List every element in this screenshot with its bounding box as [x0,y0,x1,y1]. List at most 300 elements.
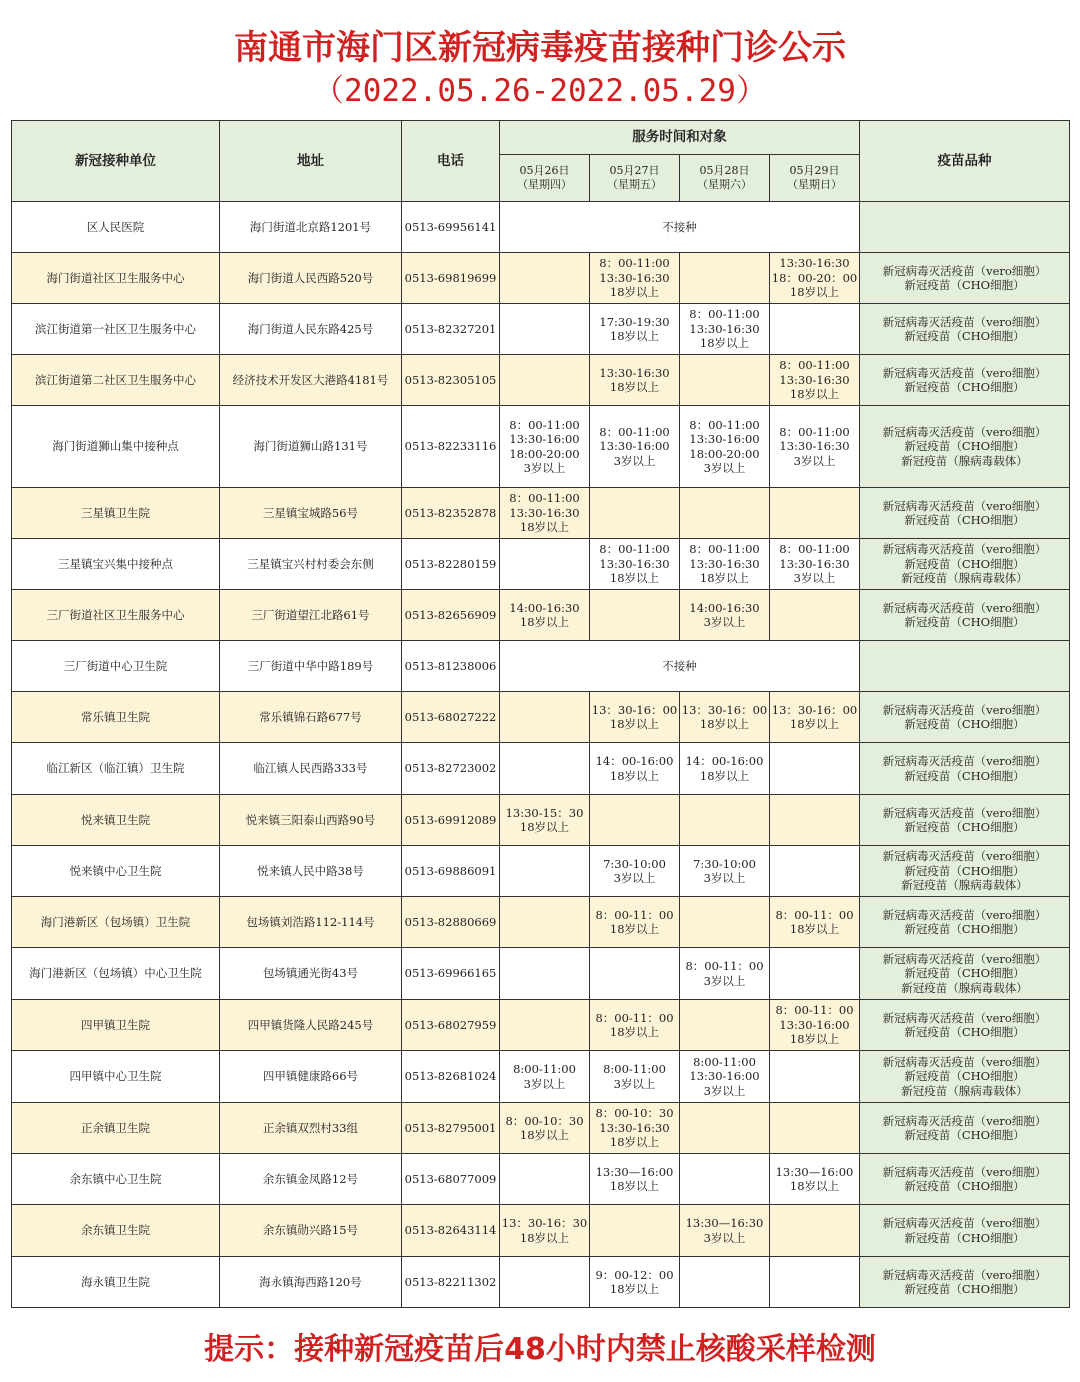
unit-cell: 临江新区（临江镇）卫生院 [12,743,220,795]
schedule-cell [770,539,860,590]
schedule-cell [500,897,590,948]
vaccine-line: 新冠病毒灭活疫苗（vero细胞） [882,702,1047,717]
vaccine-cell [860,1000,1070,1051]
schedule-line: 13:30-16:00 [599,439,670,454]
schedule-line: 3岁以上 [793,571,836,586]
schedule-line: 3岁以上 [703,1083,746,1098]
phone-cell: 0513-82880669 [402,897,500,948]
vaccine-cell [860,1205,1070,1257]
table-row [12,1257,1070,1308]
vaccine-line: 新冠疫苗（CHO细胞） [904,1230,1025,1245]
phone-cell: 0513-68027959 [402,1000,500,1051]
schedule-cell [590,743,680,795]
schedule-line: 13:30-16:30 [779,256,850,271]
table-row [12,202,1070,253]
schedule-line: 8：00-11：00 [685,959,764,973]
table-row [12,1000,1070,1051]
schedule-line: 13:30-16:30 [509,505,580,520]
table-row [12,253,1070,304]
table-row [12,590,1070,641]
schedule-line: 13:30-16:30 [599,365,670,380]
schedule-cell [500,692,590,743]
no-vaccination-cell: 不接种 [500,641,860,692]
schedule-cell [500,590,590,641]
header-day-4 [770,155,860,202]
header-day-week: （星期六） [697,178,752,191]
schedule-line: 13:30-16:00 [689,1069,760,1084]
phone-cell: 0513-82305105 [402,355,500,406]
table-row [12,1154,1070,1205]
schedule-line: 14:00-16:30 [509,600,580,615]
table-row [12,1051,1070,1103]
tip-notice: 提示：接种新冠疫苗后48小时内禁止核酸采样检测 [204,1332,876,1367]
table-row [12,304,1070,355]
vaccine-line: 新冠病毒灭活疫苗（vero细胞） [882,263,1047,278]
schedule-line: 18岁以上 [609,1135,660,1150]
table-row [12,897,1070,948]
schedule-line: 18岁以上 [519,520,570,535]
address-cell: 常乐镇锦石路677号 [220,692,402,743]
table-row [12,1205,1070,1257]
unit-cell: 三厂街道中心卫生院 [12,641,220,692]
schedule-cell [500,304,590,355]
schedule-cell [680,1000,770,1051]
schedule-line: 8：00-11:00 [599,256,670,271]
schedule-line: 8：00-11:00 [599,542,670,557]
schedule-line: 18岁以上 [609,571,660,586]
schedule-line: 3岁以上 [703,871,746,885]
address-cell: 悦来镇三阳泰山西路90号 [220,795,402,846]
vaccine-line: 新冠疫苗（CHO细胞） [904,966,1025,981]
schedule-line: 14:00-16:30 [689,600,760,615]
header-day-1 [500,155,590,202]
phone-cell: 0513-69886091 [402,846,500,897]
table-row [12,1103,1070,1154]
header-unit: 新冠接种单位 [12,121,220,202]
vaccine-line: 新冠病毒灭活疫苗（vero细胞） [882,907,1047,922]
phone-cell: 0513-82656909 [402,590,500,641]
table-row [12,488,1070,539]
schedule-cell [590,304,680,355]
header-service: 服务时间和对象 [500,121,860,155]
schedule-line: 8：00-10：30 [595,1106,674,1121]
schedule-cell [770,1205,860,1257]
page-title: 南通市海门区新冠病毒疫苗接种门诊公示 [234,28,846,68]
vaccine-cell [860,304,1070,355]
schedule-line: 3岁以上 [523,461,566,475]
schedule-cell [680,846,770,897]
vaccine-cell [860,795,1070,846]
vaccine-cell [860,202,1070,253]
address-cell: 临江镇人民西路333号 [220,743,402,795]
vaccine-line: 新冠疫苗（CHO细胞） [904,922,1025,936]
schedule-line: 18：00-20：00 [771,270,858,285]
header-vaccine: 疫苗品种 [860,121,1070,202]
phone-cell: 0513-82327201 [402,304,500,355]
address-cell: 三厂街道望江北路61号 [220,590,402,641]
vaccine-line: 新冠疫苗（CHO细胞） [904,1128,1025,1142]
schedule-cell [590,846,680,897]
header-day-2 [590,155,680,202]
schedule-line: 13:30-16:00 [779,1017,850,1032]
schedule-cell [770,253,860,304]
table-row [12,948,1070,1000]
schedule-cell [590,1154,680,1205]
schedule-line: 18岁以上 [789,922,840,936]
schedule-cell [590,948,680,1000]
schedule-cell [500,1103,590,1154]
schedule-line: 18:00-20:00 [689,446,760,461]
vaccine-line: 新冠病毒灭活疫苗（vero细胞） [882,1216,1047,1230]
schedule-cell [680,692,770,743]
schedule-cell [590,795,680,846]
address-cell: 经济技术开发区大港路4181号 [220,355,402,406]
schedule-line: 13:30-16:30 [689,321,760,336]
schedule-cell [680,488,770,539]
schedule-line: 3岁以上 [703,461,746,475]
vaccine-line: 新冠疫苗（CHO细胞） [904,1025,1025,1039]
vaccine-cell [860,590,1070,641]
header-day-date: 05月27日 [609,164,660,177]
vaccine-line: 新冠疫苗（CHO细胞） [904,863,1025,878]
address-cell: 海门街道北京路1201号 [220,202,402,253]
schedule-cell [770,590,860,641]
schedule-cell [500,1257,590,1308]
address-cell: 三厂街道中华中路189号 [220,641,402,692]
table-row [12,641,1070,692]
header-day-week: （星期四） [517,178,572,191]
schedule-cell [770,1257,860,1308]
schedule-line: 13：30-16：00 [591,702,678,717]
schedule-line: 8：00-11:00 [509,417,580,432]
unit-cell: 余东镇中心卫生院 [12,1154,220,1205]
vaccine-line: 新冠病毒灭活疫苗（vero细胞） [882,314,1047,329]
schedule-line: 18岁以上 [699,717,750,731]
vaccine-line: 新冠病毒灭活疫苗（vero细胞） [882,365,1047,380]
table-row [12,355,1070,406]
vaccine-line: 新冠疫苗（CHO细胞） [904,768,1025,783]
schedule-line: 18岁以上 [789,285,840,300]
vaccine-line: 新冠病毒灭活疫苗（vero细胞） [882,498,1047,513]
phone-cell: 0513-82280159 [402,539,500,590]
unit-cell: 海门港新区（包场镇）卫生院 [12,897,220,948]
schedule-cell [590,897,680,948]
schedule-line: 18岁以上 [699,768,750,783]
schedule-cell [590,1103,680,1154]
address-cell: 四甲镇健康路66号 [220,1051,402,1103]
schedule-line: 13:30-16:30 [599,1120,670,1135]
schedule-line: 13:30-15：30 [505,805,584,820]
schedule-cell [590,1000,680,1051]
vaccine-line: 新冠疫苗（腺病毒载体） [901,878,1028,893]
phone-cell: 0513-69819699 [402,253,500,304]
schedule-cell [770,488,860,539]
schedule-cell [770,1051,860,1103]
schedule-line: 13:30—16:00 [595,1164,674,1179]
unit-cell: 常乐镇卫生院 [12,692,220,743]
schedule-line: 18岁以上 [789,717,840,731]
schedule-cell [500,355,590,406]
schedule-line: 8：00-11:00 [779,424,850,439]
phone-cell: 0513-82211302 [402,1257,500,1308]
schedule-line: 8:00-11:00 [603,1062,666,1076]
schedule-cell [680,948,770,1000]
schedule-line: 18岁以上 [789,387,840,402]
vaccine-line: 新冠病毒灭活疫苗（vero细胞） [882,1010,1047,1025]
unit-cell: 悦来镇卫生院 [12,795,220,846]
vaccine-line: 新冠病毒灭活疫苗（vero细胞） [882,1164,1047,1179]
schedule-line: 3岁以上 [703,615,746,629]
phone-cell: 0513-69912089 [402,795,500,846]
vaccine-line: 新冠疫苗（CHO细胞） [904,615,1025,629]
address-cell: 四甲镇货隆人民路245号 [220,1000,402,1051]
unit-cell: 海门街道狮山集中接种点 [12,406,220,488]
schedule-cell [590,355,680,406]
schedule-line: 3岁以上 [703,1230,746,1245]
vaccine-line: 新冠疫苗（CHO细胞） [904,820,1025,834]
header-day-date: 05月28日 [699,164,750,177]
schedule-line: 8：00-11：00 [775,1003,854,1018]
vaccine-line: 新冠病毒灭活疫苗（vero细胞） [882,754,1047,768]
schedule-line: 18岁以上 [699,336,750,351]
schedule-cell [680,590,770,641]
schedule-cell [680,355,770,406]
vaccine-line: 新冠疫苗（CHO细胞） [904,439,1025,454]
vaccine-line: 新冠疫苗（CHO细胞） [904,1179,1025,1193]
schedule-line: 13:30—16:00 [775,1164,854,1179]
vaccine-cell [860,253,1070,304]
schedule-cell [770,846,860,897]
schedule-line: 13:30-16:30 [779,439,850,454]
schedule-line: 8：00-11：00 [775,907,854,922]
vaccine-cell [860,1051,1070,1103]
schedule-cell [590,253,680,304]
vaccine-line: 新冠疫苗（CHO细胞） [904,380,1025,394]
address-cell: 包场镇刘浩路112-114号 [220,897,402,948]
schedule-line: 18:00-20:00 [509,446,580,461]
schedule-cell [500,846,590,897]
schedule-line: 18岁以上 [789,1032,840,1047]
vaccine-cell [860,406,1070,488]
schedule-line: 7:30-10:00 [603,856,666,871]
schedule-cell [590,488,680,539]
schedule-line: 18岁以上 [519,615,570,629]
schedule-line: 13：30-16：00 [681,702,768,717]
schedule-cell [770,743,860,795]
schedule-line: 14：00-16:00 [685,754,764,768]
schedule-line: 7:30-10:00 [693,856,756,871]
phone-cell: 0513-68077009 [402,1154,500,1205]
schedule-cell [680,743,770,795]
schedule-cell [590,539,680,590]
vaccine-line: 新冠疫苗（CHO细胞） [904,717,1025,731]
vaccine-cell [860,539,1070,590]
schedule-cell [590,406,680,488]
phone-cell: 0513-81238006 [402,641,500,692]
schedule-line: 3岁以上 [613,453,656,468]
schedule-cell [500,488,590,539]
vaccine-line: 新冠病毒灭活疫苗（vero细胞） [882,805,1047,820]
schedule-cell [680,1103,770,1154]
phone-cell: 0513-82643114 [402,1205,500,1257]
unit-cell: 三星镇宝兴集中接种点 [12,539,220,590]
vaccine-cell [860,1257,1070,1308]
vaccine-line: 新冠疫苗（CHO细胞） [904,329,1025,343]
schedule-line: 8:00-11:00 [513,1062,576,1076]
schedule-cell [680,1205,770,1257]
schedule-cell [590,1205,680,1257]
phone-cell: 0513-82352878 [402,488,500,539]
vaccine-cell [860,1103,1070,1154]
schedule-line: 13:30-16:00 [509,432,580,446]
schedule-line: 18岁以上 [609,717,660,731]
schedule-line: 8：00-11：00 [595,1010,674,1025]
vaccine-line: 新冠疫苗（CHO细胞） [904,1069,1025,1084]
address-cell: 余东镇勋兴路15号 [220,1205,402,1257]
schedule-line: 18岁以上 [609,1282,660,1296]
schedule-line: 13:30—16:30 [685,1216,764,1230]
schedule-line: 18岁以上 [609,768,660,783]
header-address: 地址 [220,121,402,202]
schedule-line: 18岁以上 [789,1179,840,1193]
schedule-cell [680,304,770,355]
phone-cell: 0513-68027222 [402,692,500,743]
schedule-cell [680,1154,770,1205]
schedule-cell [500,253,590,304]
vaccine-line: 新冠病毒灭活疫苗（vero细胞） [882,600,1047,615]
schedule-cell [770,948,860,1000]
schedule-line: 18岁以上 [699,571,750,586]
phone-cell: 0513-82233116 [402,406,500,488]
vaccine-line: 新冠疫苗（腺病毒载体） [901,453,1028,468]
vaccine-cell [860,897,1070,948]
schedule-cell [770,406,860,488]
schedule-line: 18岁以上 [609,1179,660,1193]
schedule-cell [500,1051,590,1103]
unit-cell: 四甲镇卫生院 [12,1000,220,1051]
schedule-line: 3岁以上 [793,453,836,468]
schedule-line: 8：00-11:00 [599,424,670,439]
unit-cell: 余东镇卫生院 [12,1205,220,1257]
schedule-line: 8：00-11:00 [689,307,760,322]
vaccine-cell [860,488,1070,539]
schedule-line: 18岁以上 [609,380,660,394]
phone-cell: 0513-82795001 [402,1103,500,1154]
vaccine-line: 新冠病毒灭活疫苗（vero细胞） [882,542,1047,557]
header-day-date: 05月29日 [789,164,840,177]
vaccine-cell [860,641,1070,692]
vaccine-line: 新冠疫苗（CHO细胞） [904,1282,1025,1296]
header-day-week: （星期日） [787,178,842,191]
schedule-line: 3岁以上 [613,871,656,885]
page-subtitle: （2022.05.26-2022.05.29） [313,73,767,109]
table-row [12,539,1070,590]
table-row [12,406,1070,488]
schedule-cell [770,795,860,846]
schedule-line: 8：00-11:00 [779,542,850,557]
schedule-cell [500,795,590,846]
header-day-3 [680,155,770,202]
phone-cell: 0513-69966165 [402,948,500,1000]
schedule-line: 8：00-11:00 [779,358,850,373]
vaccine-line: 新冠疫苗（CHO细胞） [904,556,1025,571]
unit-cell: 滨江街道第二社区卫生服务中心 [12,355,220,406]
vaccine-cell [860,692,1070,743]
schedule-line: 18岁以上 [609,1025,660,1039]
schedule-line: 18岁以上 [519,1230,570,1245]
unit-cell: 正余镇卫生院 [12,1103,220,1154]
schedule-line: 8：00-10：30 [505,1113,584,1128]
unit-cell: 三星镇卫生院 [12,488,220,539]
address-cell: 海门街道人民西路520号 [220,253,402,304]
schedule-cell [500,539,590,590]
address-cell: 三星镇宝城路56号 [220,488,402,539]
vaccine-line: 新冠病毒灭活疫苗（vero细胞） [882,1113,1047,1128]
unit-cell: 海永镇卫生院 [12,1257,220,1308]
schedule-line: 13:30-16:30 [689,556,760,571]
table-row [12,795,1070,846]
schedule-line: 18岁以上 [519,820,570,834]
schedule-cell [680,406,770,488]
schedule-cell [770,1103,860,1154]
phone-cell: 0513-82723002 [402,743,500,795]
vaccine-cell [860,846,1070,897]
no-vaccination-cell: 不接种 [500,202,860,253]
schedule-cell [590,1257,680,1308]
schedule-line: 13:30-16:30 [599,556,670,571]
header-day-date: 05月26日 [519,164,570,177]
unit-cell: 海门街道社区卫生服务中心 [12,253,220,304]
schedule-line: 17:30-19:30 [599,314,670,329]
vaccine-line: 新冠疫苗（腺病毒载体） [901,1083,1028,1098]
unit-cell: 海门港新区（包场镇）中心卫生院 [12,948,220,1000]
unit-cell: 区人民医院 [12,202,220,253]
address-cell: 正余镇双烈村33组 [220,1103,402,1154]
address-cell: 海门街道狮山路131号 [220,406,402,488]
schedule-line: 3岁以上 [613,1076,656,1091]
schedule-cell [680,253,770,304]
schedule-line: 8：00-11：00 [595,907,674,922]
vaccine-cell [860,743,1070,795]
vaccine-line: 新冠病毒灭活疫苗（vero细胞） [882,1267,1047,1282]
schedule-cell [500,1154,590,1205]
schedule-line: 13:30-16:00 [689,432,760,446]
schedule-line: 13：30-16：00 [771,702,858,717]
schedule-line: 3岁以上 [703,973,746,988]
vaccine-line: 新冠病毒灭活疫苗（vero细胞） [882,951,1047,966]
vaccine-line: 新冠疫苗（CHO细胞） [904,513,1025,527]
schedule-cell [680,795,770,846]
schedule-line: 13:30-16:30 [779,372,850,387]
schedule-line: 3岁以上 [523,1076,566,1091]
schedule-cell [680,1051,770,1103]
schedule-cell [500,406,590,488]
schedule-line: 18岁以上 [519,1128,570,1142]
schedule-cell [500,1205,590,1257]
vaccine-line: 新冠疫苗（腺病毒载体） [901,980,1028,995]
vaccine-cell [860,948,1070,1000]
table-row [12,743,1070,795]
schedule-cell [590,1051,680,1103]
schedule-line: 8：00-11:00 [689,417,760,432]
table-row [12,692,1070,743]
schedule-line: 18岁以上 [609,285,660,300]
unit-cell: 四甲镇中心卫生院 [12,1051,220,1103]
phone-cell: 0513-82681024 [402,1051,500,1103]
vaccine-line: 新冠病毒灭活疫苗（vero细胞） [882,849,1047,864]
schedule-line: 8：00-11:00 [689,542,760,557]
schedule-line: 9：00-12：00 [595,1267,674,1282]
